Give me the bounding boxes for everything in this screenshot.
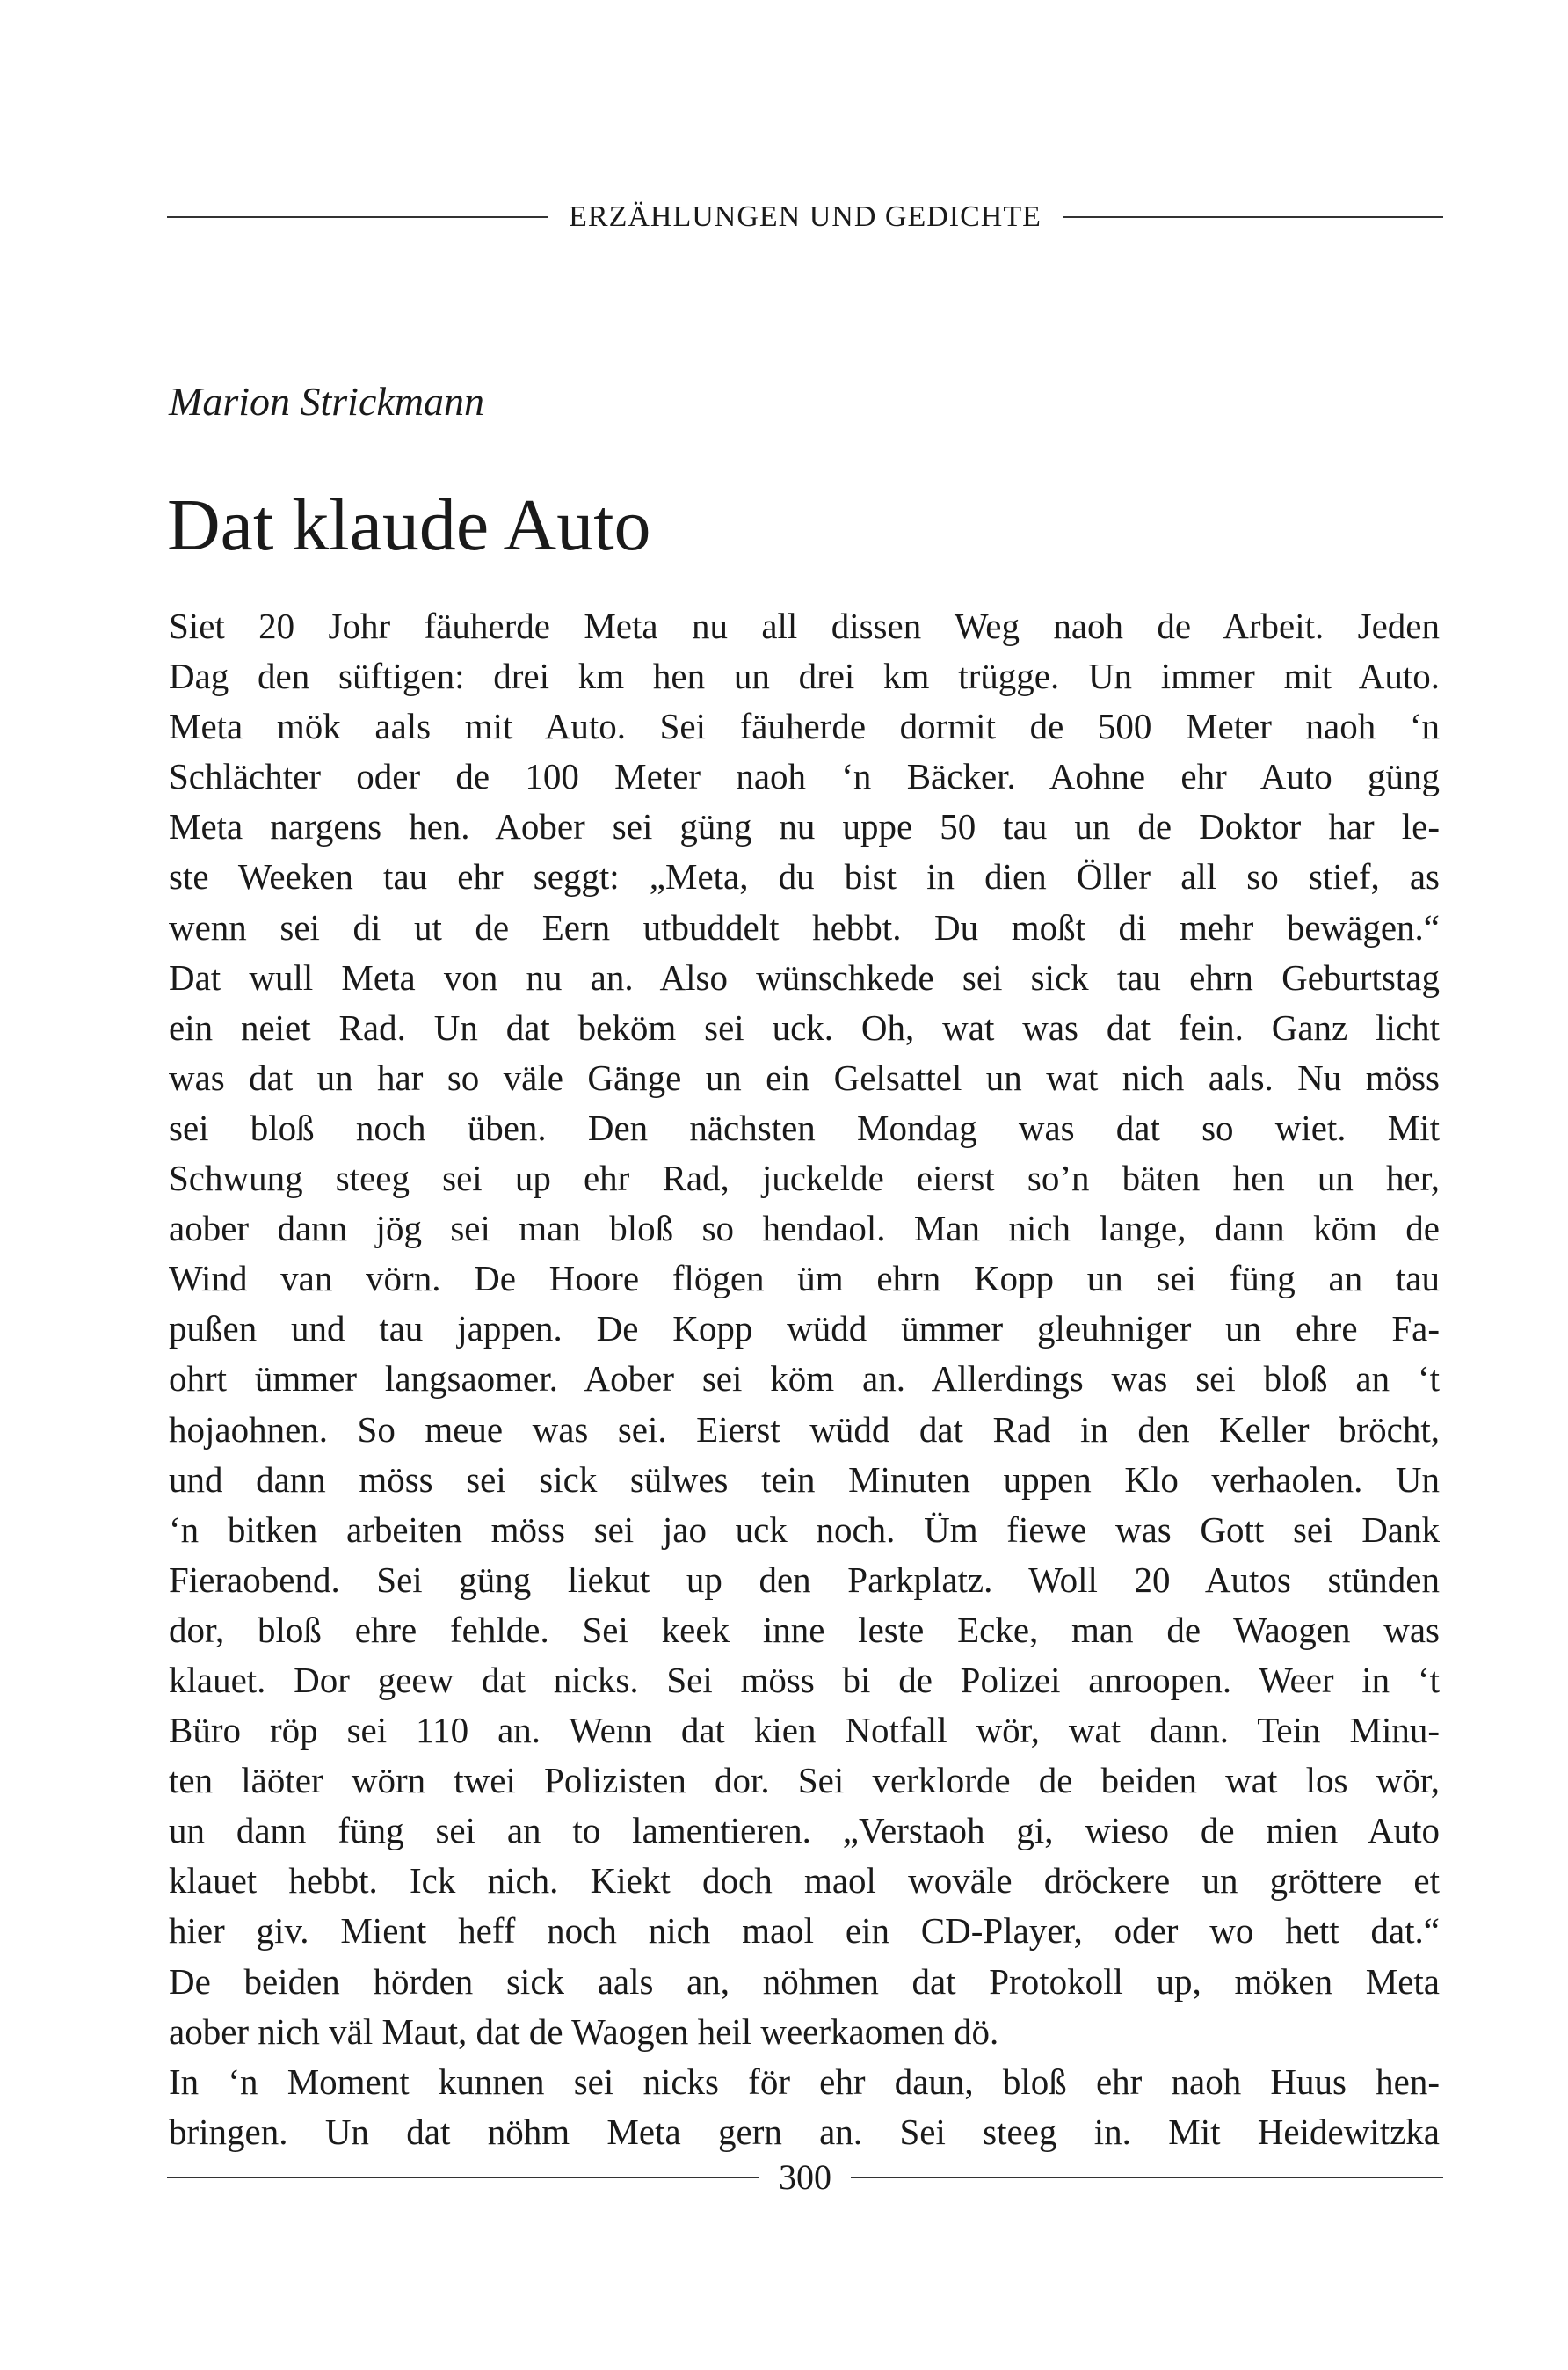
text-line: In ‘n Moment kunnen sei nicks för ehr daun, bloß ehr naoh Huus hen- bbox=[169, 2061, 1440, 2102]
text-line: ein neiet Rad. Un dat beköm sei uck. Oh, wat was dat fein. Ganz licht bbox=[169, 1007, 1440, 1048]
text-line: was dat un har so väle Gänge un ein Gelsattel un wat nich aals. Nu möss bbox=[169, 1057, 1440, 1098]
header-rule-left bbox=[167, 216, 548, 218]
text-line: ‘n bitken arbeiten möss sei jao uck noch. Üm fiewe was Gott sei Dank bbox=[169, 1509, 1440, 1550]
text-line: wenn sei di ut de Eern utbuddelt hebbt. Du moßt di mehr bewägen.“ bbox=[169, 906, 1440, 948]
footer-rule-left bbox=[167, 2177, 759, 2178]
story-title: Dat klaude Auto bbox=[167, 484, 651, 566]
story-body bbox=[169, 601, 1440, 2157]
running-title: ERZÄHLUNGEN UND GEDICHTE bbox=[569, 200, 1042, 233]
footer-rule-right bbox=[851, 2177, 1443, 2178]
text-line: hojaohnen. So meue was sei. Eierst wüdd dat Rad in den Keller bröcht, bbox=[169, 1408, 1440, 1450]
text-line: klauet. Dor geew dat nicks. Sei möss bi de Polizei anroopen. Weer in ‘t bbox=[169, 1659, 1440, 1700]
text-line: aober nich väl Maut, dat de Waogen heil weerkaomen dö. bbox=[169, 2010, 999, 2052]
text-line: Meta mök aals mit Auto. Sei fäuherde dormit de 500 Meter naoh ‘n bbox=[169, 706, 1440, 747]
text-line: Meta nargens hen. Aober sei güng nu uppe 50 tau un de Doktor har le- bbox=[169, 806, 1440, 847]
page-footer bbox=[167, 2156, 1443, 2198]
text-line: De beiden hörden sick aals an, nöhmen dat Protokoll up, möken Meta bbox=[169, 1960, 1440, 2002]
text-line: ohrt ümmer langsaomer. Aober sei köm an. Allerdings was sei bloß an ‘t bbox=[169, 1358, 1440, 1399]
text-line: Wind van vörn. De Hoore flögen üm ehrn Kopp un sei füng an tau bbox=[169, 1258, 1440, 1299]
text-line: klauet hebbt. Ick nich. Kiekt doch maol woväle dröckere un gröttere et bbox=[169, 1860, 1440, 1901]
text-line: Schwung steeg sei up ehr Rad, juckelde eierst so’n bäten hen un her, bbox=[169, 1158, 1440, 1199]
page-number: 300 bbox=[779, 2157, 831, 2197]
text-line: ten läöter wörn twei Polizisten dor. Sei verklorde de beiden wat los wör, bbox=[169, 1760, 1440, 1801]
text-line: ste Weeken tau ehr seggt: „Meta, du bist in dien Öller all so stief, as bbox=[169, 856, 1440, 898]
text-line: Schlächter oder de 100 Meter naoh ‘n Bäcker. Aohne ehr Auto güng bbox=[169, 756, 1440, 797]
text-line: dor, bloß ehre fehlde. Sei keek inne leste Ecke, man de Waogen was bbox=[169, 1609, 1440, 1650]
text-line: sei bloß noch üben. Den nächsten Mondag was dat so wiet. Mit bbox=[169, 1107, 1440, 1148]
running-header bbox=[167, 200, 1443, 234]
text-line: aober dann jög sei man bloß so hendaol. Man nich lange, dann köm de bbox=[169, 1208, 1440, 1249]
author-name: Marion Strickmann bbox=[169, 379, 485, 424]
text-line: Siet 20 Johr fäuherde Meta nu all dissen Weg naoh de Arbeit. Jeden bbox=[169, 606, 1440, 646]
text-line: Fieraobend. Sei güng liekut up den Parkplatz. Woll 20 Autos stünden bbox=[169, 1559, 1440, 1600]
text-line: Dag den süftigen: drei km hen un drei km trügge. Un immer mit Auto. bbox=[169, 656, 1440, 697]
text-line: hier giv. Mient heff noch nich maol ein CD-Player, oder wo hett dat.“ bbox=[169, 1910, 1440, 1952]
text-line: und dann möss sei sick sülwes tein Minuten uppen Klo verhaolen. Un bbox=[169, 1458, 1440, 1500]
text-line: Büro röp sei 110 an. Wenn dat kien Notfall wör, wat dann. Tein Minu- bbox=[169, 1710, 1440, 1751]
text-line: un dann füng sei an to lamentieren. „Verstaoh gi, wieso de mien Auto bbox=[169, 1810, 1440, 1851]
text-line: bringen. Un dat nöhm Meta gern an. Sei steeg in. Mit Heidewitzka bbox=[169, 2111, 1440, 2152]
text-line: pußen und tau jappen. De Kopp wüdd ümmer gleuhniger un ehre Fa- bbox=[169, 1308, 1440, 1349]
header-rule-right bbox=[1063, 216, 1443, 218]
text-line: Dat wull Meta von nu an. Also wünschkede sei sick tau ehrn Geburtstag bbox=[169, 956, 1440, 998]
